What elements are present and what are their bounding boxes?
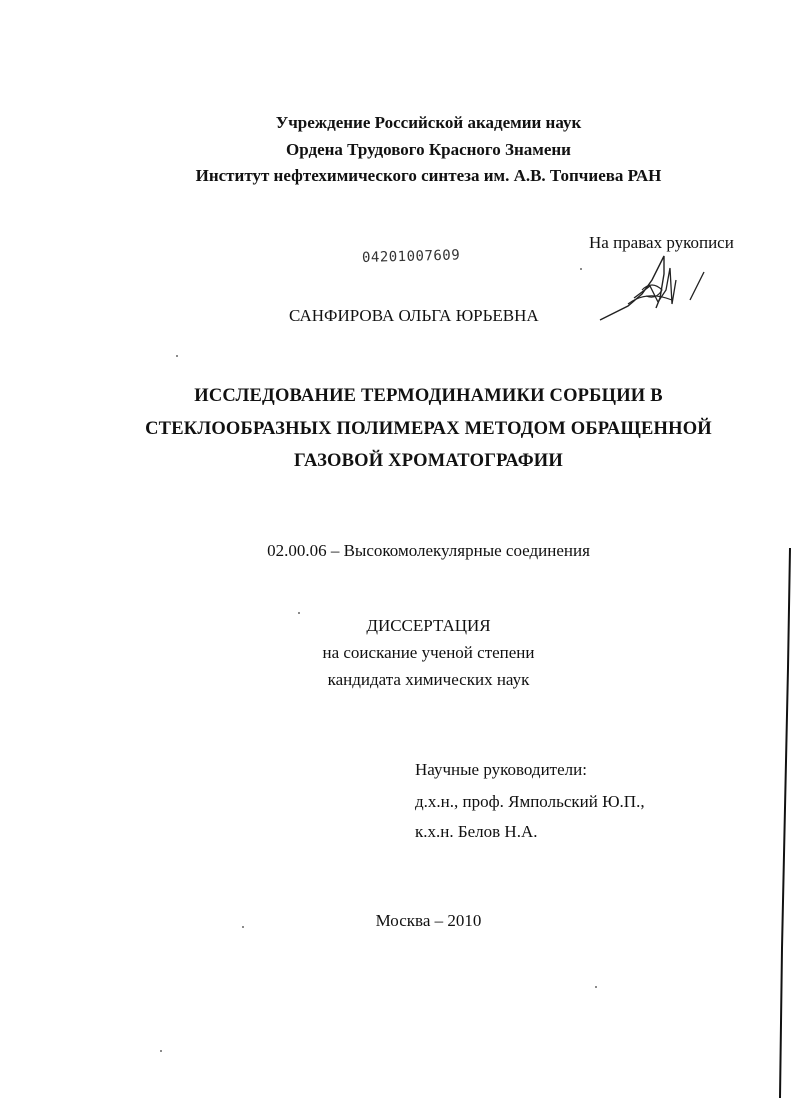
specialty-code: 02.00.06 – Высокомолекулярные соединения [267, 541, 590, 560]
thesis-title-line-2: СТЕКЛООБРАЗНЫХ ПОЛИМЕРАХ МЕТОДОМ ОБРАЩЕННОЙ [145, 419, 712, 439]
scan-speck [595, 986, 597, 988]
signature-icon [590, 250, 720, 330]
scan-speck [160, 1050, 162, 1052]
thesis-title-line-1: ИССЛЕДОВАНИЕ ТЕРМОДИНАМИКИ СОРБЦИИ В [194, 386, 663, 406]
scan-speck [242, 926, 244, 928]
degree-line-2: кандидата химических наук [327, 670, 530, 689]
scan-margin-line [770, 548, 793, 1098]
thesis-title-line-3: ГАЗОВОЙ ХРОМАТОГРАФИИ [294, 451, 563, 471]
degree-line-1: на соискание ученой степени [322, 643, 535, 662]
city-year: Москва – 2010 [375, 911, 482, 930]
supervisor-item: к.х.н. Белов Н.А. [415, 822, 538, 841]
institution-line-1: Учреждение Российской академии наук [275, 113, 582, 132]
scan-speck [176, 355, 178, 357]
institution-line-2: Ордена Трудового Красного Знамени [286, 140, 571, 159]
scan-speck [580, 268, 582, 270]
scan-speck [298, 612, 300, 614]
supervisor-item: д.х.н., проф. Ямпольский Ю.П., [415, 792, 645, 811]
document-type: ДИССЕРТАЦИЯ [366, 616, 491, 635]
supervisors-heading: Научные руководители: [415, 760, 587, 779]
author-name: САНФИРОВА ОЛЬГА ЮРЬЕВНА [289, 306, 539, 325]
manuscript-note: На правах рукописи [589, 233, 734, 252]
institution-line-3: Институт нефтехимического синтеза им. А.В. Топчиева РАН [195, 166, 662, 185]
registration-number-stamp: 04201007609 [361, 247, 461, 266]
